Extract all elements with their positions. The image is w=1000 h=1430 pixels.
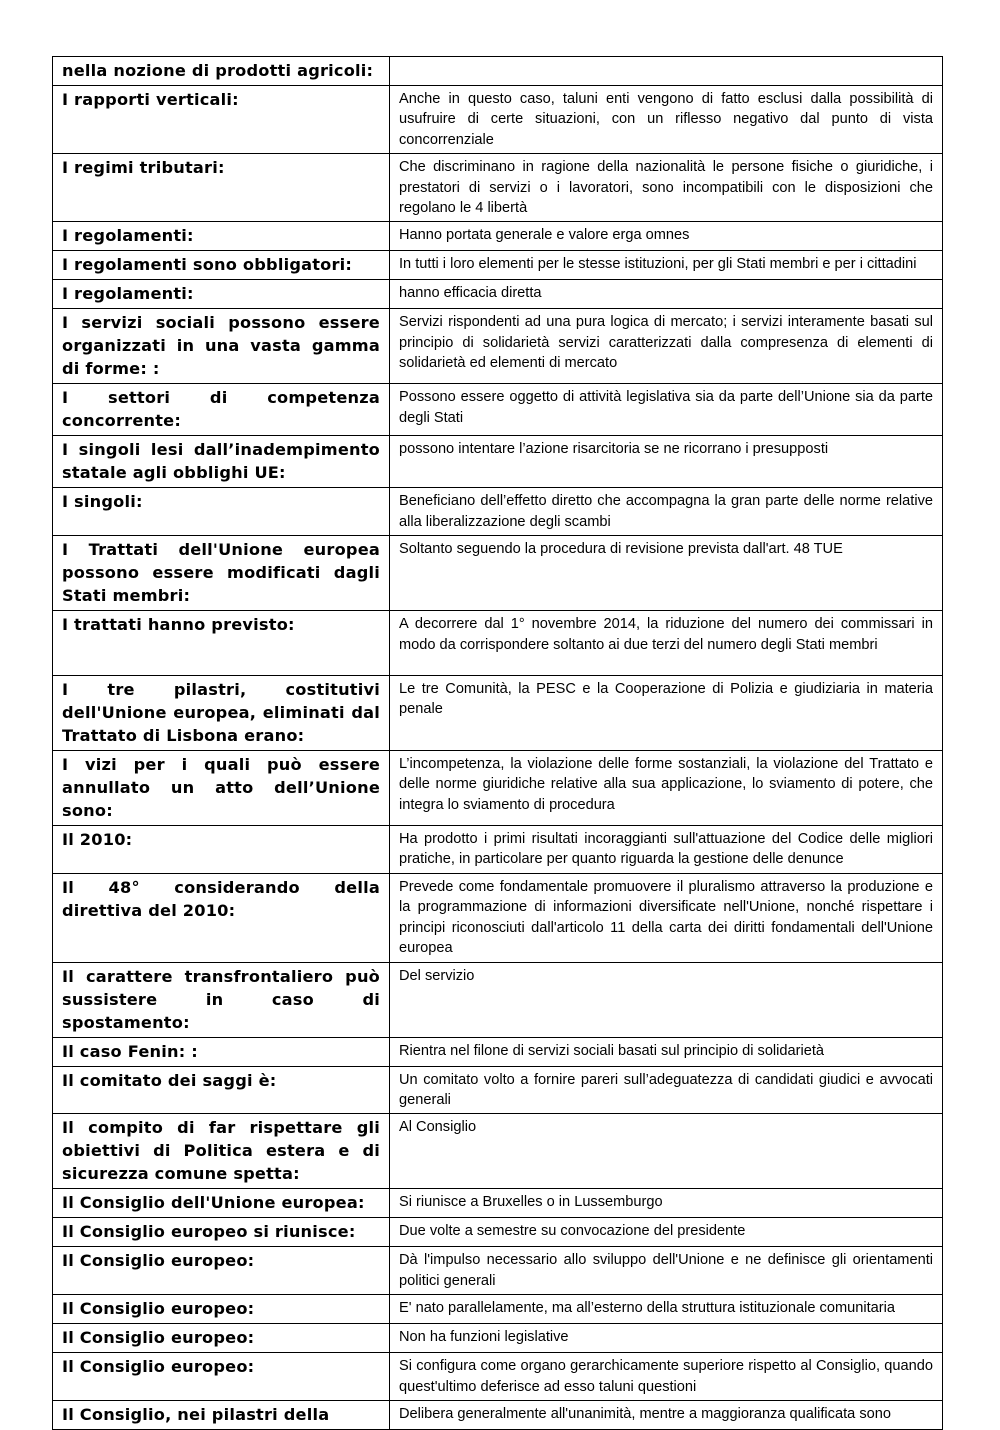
table-row xyxy=(53,1295,943,1324)
question-cell: nella nozione di prodotti agricoli: xyxy=(53,57,390,86)
question-cell: I regolamenti sono obbligatori: xyxy=(53,251,390,280)
table-row xyxy=(53,751,943,826)
answer-cell: A decorrere dal 1° novembre 2014, la riduzione del numero dei commissari in modo da corrispondere soltanto ai due terzi del numero degli Stati membri xyxy=(390,611,943,676)
question-cell: Il caso Fenin: : xyxy=(53,1037,390,1066)
question-cell: I regimi tributari: xyxy=(53,154,390,222)
question-cell: Il carattere transfrontaliero può sussistere in caso di spostamento: xyxy=(53,962,390,1037)
answer-cell: Anche in questo caso, taluni enti vengono di fatto esclusi dalla possibilità di usufruire di certe situazioni, con un riflesso negativo dal punto di vista concorrenziale xyxy=(390,86,943,154)
answer-cell: Delibera generalmente all'unanimità, mentre a maggioranza qualificata sono xyxy=(390,1400,943,1429)
answer-cell: Rientra nel filone di servizi sociali basati sul principio di solidarietà xyxy=(390,1037,943,1066)
qa-table xyxy=(52,56,943,1430)
answer-cell: Al Consiglio xyxy=(390,1114,943,1189)
table-row xyxy=(53,222,943,251)
answer-cell: Servizi rispondenti ad una pura logica di mercato; i servizi interamente basati sul principio di solidarietà servizi caratterizzati dalla compresenza di elementi di solidarietà ed elementi di mercato xyxy=(390,309,943,384)
table-row xyxy=(53,384,943,436)
table-row xyxy=(53,436,943,488)
answer-cell: Beneficiano dell’effetto diretto che accompagna la gran parte delle norme relative alla liberalizzazione degli scambi xyxy=(390,488,943,536)
table-row xyxy=(53,280,943,309)
table-row xyxy=(53,488,943,536)
table-row xyxy=(53,251,943,280)
question-cell: I vizi per i quali può essere annullato un atto dell’Unione sono: xyxy=(53,751,390,826)
table-row xyxy=(53,611,943,676)
document-page xyxy=(52,56,943,1430)
question-cell: Il Consiglio europeo: xyxy=(53,1353,390,1401)
table-row xyxy=(53,309,943,384)
table-row xyxy=(53,1114,943,1189)
question-cell: Il 2010: xyxy=(53,826,390,874)
table-row xyxy=(53,873,943,962)
table-row xyxy=(53,1218,943,1247)
answer-cell: Non ha funzioni legislative xyxy=(390,1324,943,1353)
question-cell: I regolamenti: xyxy=(53,280,390,309)
table-row xyxy=(53,962,943,1037)
answer-cell xyxy=(390,57,943,86)
question-cell: I settori di competenza concorrente: xyxy=(53,384,390,436)
answer-cell: In tutti i loro elementi per le stesse istituzioni, per gli Stati membri e per i cittadini xyxy=(390,251,943,280)
question-cell: I servizi sociali possono essere organizzati in una vasta gamma di forme: : xyxy=(53,309,390,384)
table-row xyxy=(53,57,943,86)
question-cell: Il compito di far rispettare gli obiettivi di Politica estera e di sicurezza comune spetta: xyxy=(53,1114,390,1189)
answer-cell: Dà l'impulso necessario allo sviluppo dell'Unione e ne definisce gli orientamenti politici generali xyxy=(390,1247,943,1295)
answer-cell: E' nato parallelamente, ma all’esterno della struttura istituzionale comunitaria xyxy=(390,1295,943,1324)
answer-cell: Le tre Comunità, la PESC e la Cooperazione di Polizia e giudiziaria in materia penale xyxy=(390,676,943,751)
question-cell: I singoli lesi dall’inadempimento statale agli obblighi UE: xyxy=(53,436,390,488)
question-cell: I Trattati dell'Unione europea possono essere modificati dagli Stati membri: xyxy=(53,536,390,611)
table-row xyxy=(53,536,943,611)
question-cell: Il Consiglio dell'Unione europea: xyxy=(53,1189,390,1218)
answer-cell: Due volte a semestre su convocazione del presidente xyxy=(390,1218,943,1247)
table-row xyxy=(53,676,943,751)
table-row xyxy=(53,1066,943,1114)
question-cell: I tre pilastri, costitutivi dell'Unione europea, eliminati dal Trattato di Lisbona erano: xyxy=(53,676,390,751)
question-cell: I singoli: xyxy=(53,488,390,536)
table-row xyxy=(53,1189,943,1218)
question-cell: I regolamenti: xyxy=(53,222,390,251)
question-cell: Il Consiglio europeo si riunisce: xyxy=(53,1218,390,1247)
table-row xyxy=(53,86,943,154)
answer-cell: Si configura come organo gerarchicamente superiore rispetto al Consiglio, quando quest'ultimo deferisce ad esso taluni questioni xyxy=(390,1353,943,1401)
answer-cell: Soltanto seguendo la procedura di revisione prevista dall'art. 48 TUE xyxy=(390,536,943,611)
table-row xyxy=(53,1037,943,1066)
question-cell: Il Consiglio europeo: xyxy=(53,1295,390,1324)
question-cell: Il Consiglio europeo: xyxy=(53,1247,390,1295)
table-row xyxy=(53,826,943,874)
answer-cell: possono intentare l’azione risarcitoria se ne ricorrano i presupposti xyxy=(390,436,943,488)
table-row xyxy=(53,1353,943,1401)
answer-cell: Possono essere oggetto di attività legislativa sia da parte dell’Unione sia da parte degli Stati xyxy=(390,384,943,436)
question-cell: I rapporti verticali: xyxy=(53,86,390,154)
answer-cell: Che discriminano in ragione della nazionalità le persone fisiche o giuridiche, i prestatori di servizi o i lavoratori, sono incompatibili con le disposizioni che regolano le 4 libertà xyxy=(390,154,943,222)
answer-cell: Si riunisce a Bruxelles o in Lussemburgo xyxy=(390,1189,943,1218)
answer-cell: Del servizio xyxy=(390,962,943,1037)
answer-cell: Hanno portata generale e valore erga omnes xyxy=(390,222,943,251)
question-cell: I trattati hanno previsto: xyxy=(53,611,390,676)
answer-cell: Ha prodotto i primi risultati incoraggianti sull'attuazione del Codice delle migliori pratiche, in particolare per quanto riguarda la gestione delle denunce xyxy=(390,826,943,874)
table-row xyxy=(53,1324,943,1353)
table-row xyxy=(53,1247,943,1295)
qa-table-body xyxy=(53,57,943,1430)
answer-cell: hanno efficacia diretta xyxy=(390,280,943,309)
table-row xyxy=(53,154,943,222)
answer-cell: Prevede come fondamentale promuovere il pluralismo attraverso la produzione e la programmazione di informazioni diversificate nell'Unione, nonché rispettare i principi riconosciuti dall'articolo 11 della carta dei diritti fondamentali dell'Unione europea xyxy=(390,873,943,962)
question-cell: Il Consiglio europeo: xyxy=(53,1324,390,1353)
question-cell: Il Consiglio, nei pilastri della xyxy=(53,1400,390,1429)
question-cell: Il 48° considerando della direttiva del 2010: xyxy=(53,873,390,962)
answer-cell: Un comitato volto a fornire pareri sull’adeguatezza di candidati giudici e avvocati generali xyxy=(390,1066,943,1114)
question-cell: Il comitato dei saggi è: xyxy=(53,1066,390,1114)
answer-cell: L’incompetenza, la violazione delle forme sostanziali, la violazione del Trattato e delle norme giuridiche relative alla sua applicazione, lo sviamento di potere, che integra lo sviamento di procedura xyxy=(390,751,943,826)
